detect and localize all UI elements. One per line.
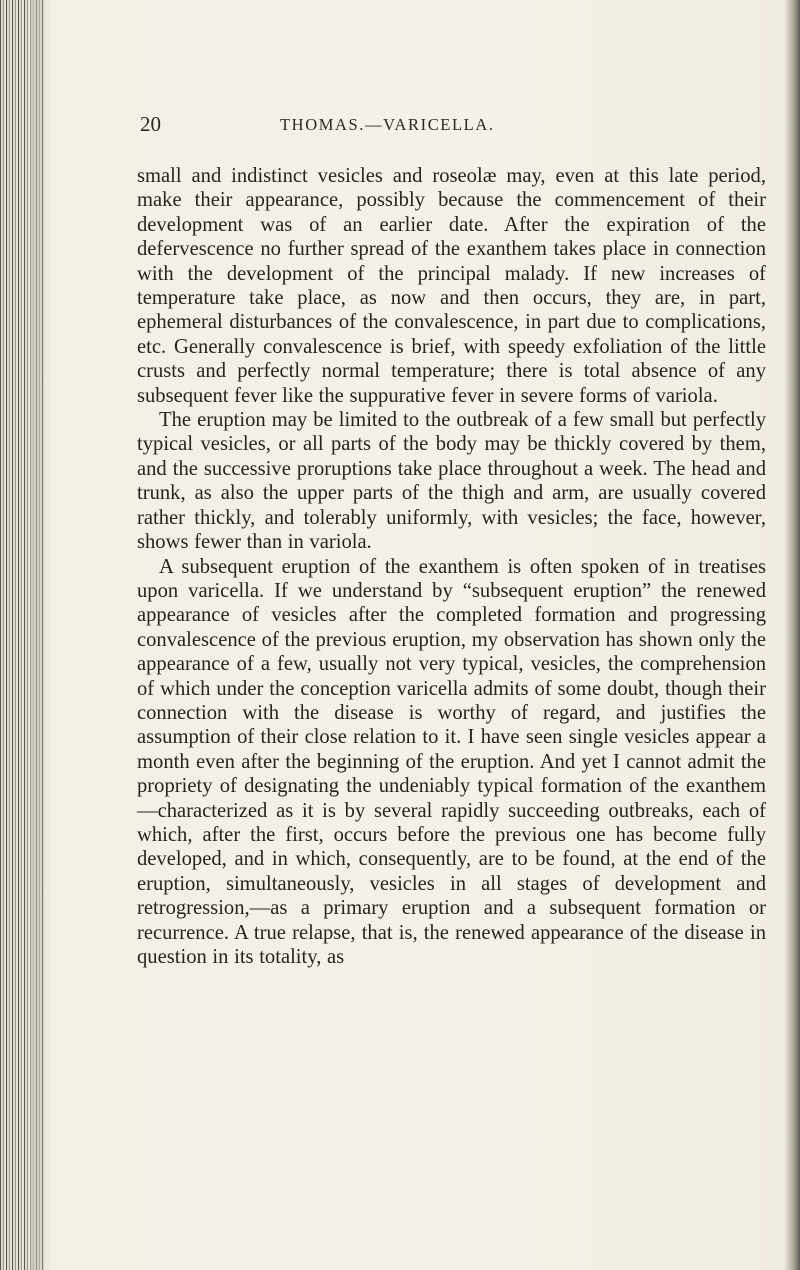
body-text	[137, 164, 766, 969]
page-header	[140, 112, 770, 142]
gutter-shadow	[30, 0, 52, 1270]
paragraph: The eruption may be limited to the outbreak of a few small but perfectly typical vesicles, or all parts of the body may be thickly covered by them, and the successive proruptions take place throughout a week. The head and trunk, as also the upper parts of the thigh and arm, are usually covered rather thickly, and tolerably uniformly, with vesicles; the face, however, shows fewer than in variola.	[137, 409, 766, 554]
page-edge-shadow	[784, 0, 800, 1270]
paragraph: A subsequent eruption of the exanthem is often spoken of in treatises upon varicella. If we understand by “subsequent eruption” the renewed appearance of vesicles after the completed formation and progressing convalescence of the previous eruption, my observation has shown only the appearance of a few, usually not very typical, vesicles, the comprehension of which under the conception varicella admits of some doubt, though their connection with the disease is worthy of regard, and justifies the assumption of their close relation to it. I have seen single vesicles appear a month even after the beginning of the eruption. And yet I cannot admit the propriety of designating the undeniably typical formation of the exanthem—characterized as it is by several rapidly succeeding outbreaks, each of which, after the first, occurs before the previous one has become fully developed, and in which, consequently, are to be found, at the end of the eruption, simultaneously, vesicles in all stages of development and retrogression,—as a primary eruption and a subsequent formation or recurrence. A true relapse, that is, the renewed appearance of the disease in question in its totality, as	[137, 555, 766, 968]
running-head: THOMAS.—VARICELLA.	[280, 115, 495, 134]
page-number: 20	[140, 112, 161, 136]
paragraph: small and indistinct vesicles and roseolæ may, even at this late period, make their appearance, possibly because the commencement of their development was of an earlier date. After the expiration of the defervescence no further spread of the exanthem takes place in connection with the development of the principal malady. If new increases of temperature take place, as now and then occurs, they are, in part, ephemeral disturbances of the convalescence, in part due to complications, etc. Generally convalescence is brief, with speedy exfoliation of the little crusts and perfectly normal temperature; there is total absence of any subsequent fever like the suppurative fever in severe forms of variola.	[137, 165, 766, 407]
